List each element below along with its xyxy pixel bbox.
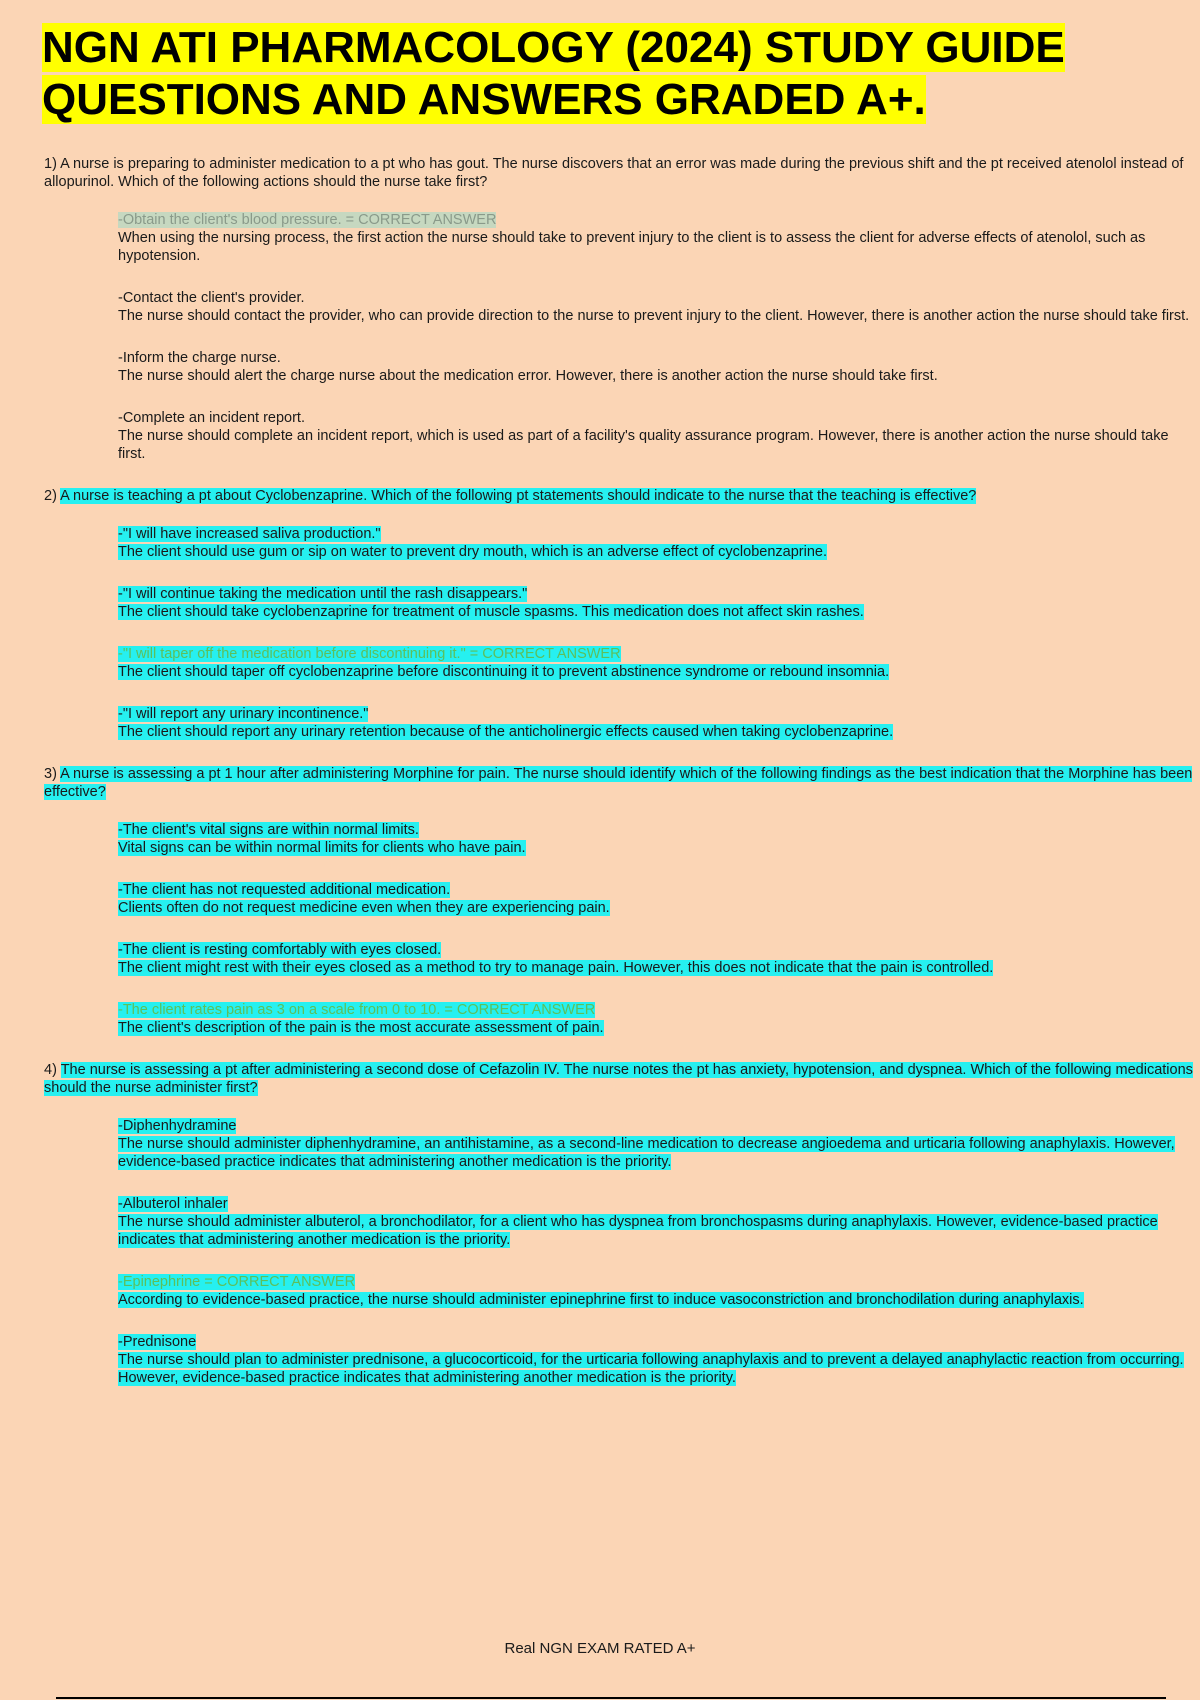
answer-option [118, 409, 1194, 463]
answer-rationale: The nurse should complete an incident report, which is used as part of a facility's quality assurance program. However, there is another action the nurse should take first. [118, 428, 1169, 462]
answer-rationale: The nurse should alert the charge nurse about the medication error. However, there is another action the nurse should take first. [118, 368, 938, 384]
correct-answer: -Epinephrine = CORRECT ANSWER [118, 1274, 356, 1290]
question-number: 2) [44, 488, 57, 504]
question-number: 3) [44, 766, 57, 782]
questions-list [44, 155, 1194, 1411]
answer-text: -The client's vital signs are within normal limits. [118, 822, 419, 838]
answer-rationale: When using the nursing process, the first action the nurse should take to prevent injury to the client is to assess the client for adverse effects of atenolol, such as hypotension. [118, 230, 1146, 264]
question-4 [44, 1061, 1194, 1387]
answer-text: -"I will continue taking the medication until the rash disappears." [118, 586, 528, 602]
answer-rationale: According to evidence-based practice, the nurse should administer epinephrine first to induce vasoconstriction and bronchodilation during anaphylaxis. [118, 1292, 1084, 1308]
answer-option [118, 941, 1194, 977]
answer-rationale: The client might rest with their eyes closed as a method to try to manage pain. However, this does not indicate that the pain is controlled. [118, 960, 994, 976]
question-number: 4) [44, 1062, 57, 1078]
answer-option [118, 1195, 1194, 1249]
answer-rationale: The nurse should contact the provider, who can provide direction to the nurse to prevent injury to the client. However, there is another action the nurse should take first. [118, 308, 1190, 324]
answer-rationale: Clients often do not request medicine even when they are experiencing pain. [118, 900, 610, 916]
title-line-1: NGN ATI PHARMACOLOGY (2024) STUDY GUIDE [42, 23, 1065, 72]
answer-rationale: The client should use gum or sip on water to prevent dry mouth, which is an adverse effect of cyclobenzaprine. [118, 544, 827, 560]
answer-text: -"I will report any urinary incontinence." [118, 706, 369, 722]
answer-text: -Prednisone [118, 1334, 197, 1350]
answer-option [118, 289, 1194, 325]
title-line-2: QUESTIONS AND ANSWERS GRADED A+. [42, 75, 926, 124]
answer-option [118, 1117, 1194, 1171]
answer-text: -The client is resting comfortably with eyes closed. [118, 942, 442, 958]
answer-option [118, 1001, 1194, 1037]
question-3 [44, 765, 1194, 1037]
question-text: A nurse is assessing a pt 1 hour after administering Morphine for pain. The nurse should identify which of the following findings as the best indication that the Morphine has been effective? [44, 766, 1193, 800]
page-title [42, 22, 1172, 126]
answer-text: -Inform the charge nurse. [118, 350, 281, 366]
answer-rationale: The nurse should administer diphenhydramine, an antihistamine, as a second-line medication to decrease angioedema and urticaria following anaphylaxis. However, evidence-based practice indicates that administering another medication is the priority. [118, 1136, 1175, 1170]
answer-rationale: The client should take cyclobenzaprine for treatment of muscle spasms. This medication does not affect skin rashes. [118, 604, 864, 620]
answer-text: -Contact the client's provider. [118, 290, 305, 306]
answer-rationale: The nurse should administer albuterol, a bronchodilator, for a client who has dyspnea from bronchospasms during anaphylaxis. However, evidence-based practice indicates that administering another medication is the priority. [118, 1214, 1158, 1248]
correct-answer: -"I will taper off the medication before discontinuing it." = CORRECT ANSWER [118, 646, 621, 662]
answer-text: -Complete an incident report. [118, 410, 305, 426]
answer-rationale: The client's description of the pain is the most accurate assessment of pain. [118, 1020, 604, 1036]
answer-option [118, 881, 1194, 917]
question-text: A nurse is teaching a pt about Cyclobenzaprine. Which of the following pt statements should indicate to the nurse that the teaching is effective? [60, 488, 977, 504]
answer-text: -The client has not requested additional medication. [118, 882, 451, 898]
question-2 [44, 487, 1194, 741]
answer-option [118, 705, 1194, 741]
correct-answer: -Obtain the client's blood pressure. = CORRECT ANSWER [118, 212, 497, 228]
answer-option [118, 821, 1194, 857]
answer-option [118, 645, 1194, 681]
answer-option [118, 525, 1194, 561]
answer-rationale: Vital signs can be within normal limits for clients who have pain. [118, 840, 526, 856]
answer-option [118, 349, 1194, 385]
question-text: A nurse is preparing to administer medication to a pt who has gout. The nurse discovers that an error was made during the previous shift and the pt received atenolol instead of allopurinol. Which of the following actions should the nurse take first? [44, 156, 1184, 190]
question-number: 1) [44, 156, 57, 172]
footer-divider [56, 1697, 1166, 1699]
answer-rationale: The client should report any urinary retention because of the anticholinergic effects caused when taking cyclobenzaprine. [118, 724, 894, 740]
answer-option [118, 1333, 1194, 1387]
answer-option [118, 211, 1194, 265]
page-footer: Real NGN EXAM RATED A+ [504, 1640, 696, 1657]
answer-option [118, 1273, 1194, 1309]
question-1 [44, 155, 1194, 463]
correct-answer: -The client rates pain as 3 on a scale from 0 to 10. = CORRECT ANSWER [118, 1002, 596, 1018]
answer-rationale: The nurse should plan to administer prednisone, a glucocorticoid, for the urticaria following anaphylaxis and to prevent a delayed anaphylactic reaction from occurring. However, evidence-based practice indicates that administering another medication is the priority. [118, 1352, 1184, 1386]
answer-option [118, 585, 1194, 621]
answer-text: -Diphenhydramine [118, 1118, 237, 1134]
question-text: The nurse is assessing a pt after administering a second dose of Cefazolin IV. The nurse notes the pt has anxiety, hypotension, and dyspnea. Which of the following medications should the nurse administer first? [44, 1062, 1193, 1096]
answer-text: -Albuterol inhaler [118, 1196, 228, 1212]
answer-text: -"I will have increased saliva production." [118, 526, 381, 542]
answer-rationale: The client should taper off cyclobenzaprine before discontinuing it to prevent abstinence syndrome or rebound insomnia. [118, 664, 890, 680]
